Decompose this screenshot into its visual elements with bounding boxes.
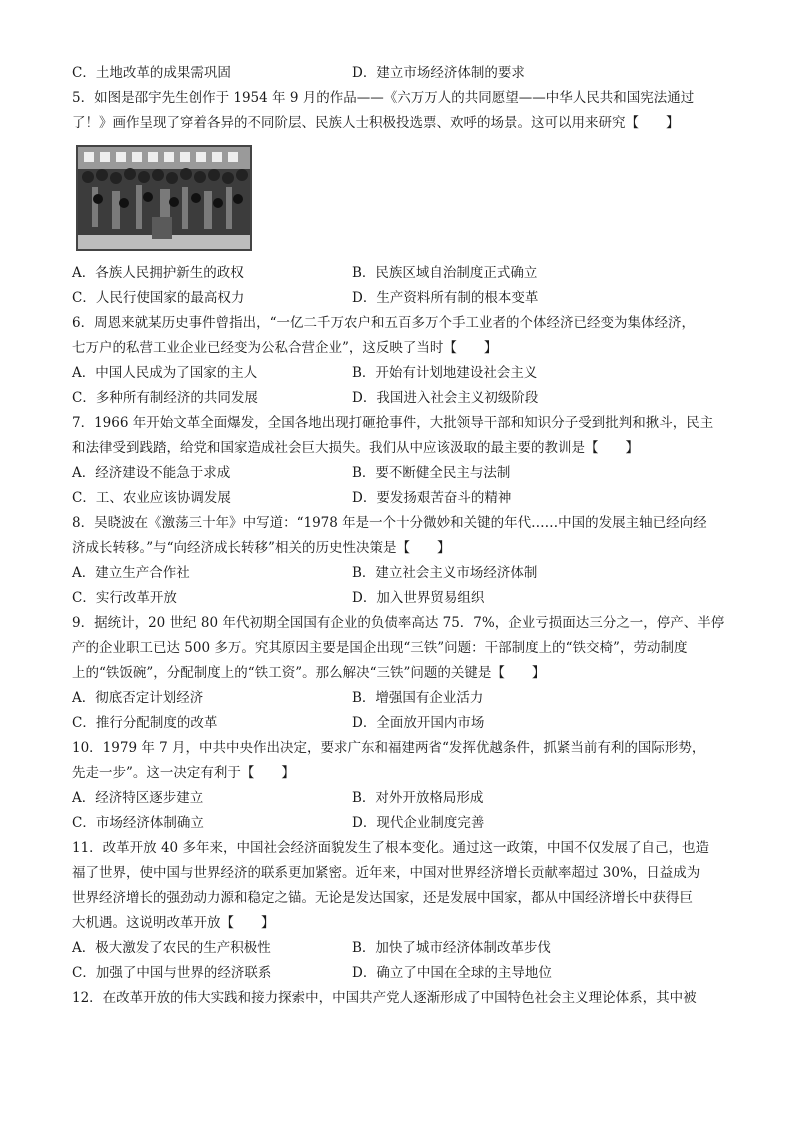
q8-option-b: B．建立社会主义市场经济体制 (352, 565, 538, 581)
q4-option-d: D．建立市场经济体制的要求 (352, 65, 525, 81)
q11-stem-line2: 福了世界，使中国与世界经济的联系更加紧密。近年来，中国对世界经济增长贡献率超过 30%，日益成为 (72, 865, 701, 881)
q10-stem-line2: 先走一步”。这一决定有利于【 】 (72, 765, 295, 781)
q8-option-d: D．加入世界贸易组织 (352, 590, 485, 606)
q8-stem-line1: 8．吴晓波在《激荡三十年》中写道：“1978 年是一个十分微妙和关键的年代……中国的发展主轴已经向经 (72, 515, 707, 531)
q7-option-c: C．工、农业应该协调发展 (72, 490, 231, 506)
q5-option-c: C．人民行使国家的最高权力 (72, 290, 245, 306)
q8-option-a: A．建立生产合作社 (72, 565, 190, 581)
q11-option-a: A．极大激发了农民的生产积极性 (72, 940, 271, 956)
q11-option-b: B．加快了城市经济体制改革步伐 (352, 940, 551, 956)
q12-stem-line1: 12．在改革开放的伟大实践和接力探索中，中国共产党人逐渐形成了中国特色社会主义理论体系，其中被 (72, 990, 697, 1006)
q4-option-c: C．土地改革的成果需巩固 (72, 65, 231, 81)
q5-stem-line1: 5．如图是邵宇先生创作于 1954 年 9 月的作品——《六万万人的共同愿望——中华人民共和国宪法通过 (72, 90, 695, 106)
q10-option-b: B．对外开放格局形成 (352, 790, 484, 806)
q6-stem-line1: 6．周恩来就某历史事件曾指出，“一亿二千万农户和五百多万个手工业者的个体经济已经变为集体经济， (72, 315, 695, 331)
q10-option-d: D．现代企业制度完善 (352, 815, 485, 831)
q11-stem-line3: 世界经济增长的强劲动力源和稳定之锚。无论是发达国家，还是发展中国家，都从中国经济增长中获得巨 (72, 890, 693, 906)
q5-option-d: D．生产资料所有制的根本变革 (352, 290, 539, 306)
q5-stem-line2: 了！》画作呈现了穿着各异的不同阶层、民族人士积极投选票、欢呼的场景。这可以用来研究【 】 (72, 115, 680, 131)
q6-option-c: C．多种所有制经济的共同发展 (72, 390, 258, 406)
q7-option-b: B．要不断健全民主与法制 (352, 465, 511, 481)
q10-option-c: C．市场经济体制确立 (72, 815, 204, 831)
q6-option-d: D．我国进入社会主义初级阶段 (352, 390, 539, 406)
painting-image (76, 145, 252, 251)
q8-stem-line2: 济成长转移。”与“向经济成长转移”相关的历史性决策是【 】 (72, 540, 451, 556)
q8-option-c: C．实行改革开放 (72, 590, 177, 606)
q9-stem-line2: 产的企业职工已达 500 多万。究其原因主要是国企出现“三铁”问题：干部制度上的“铁交椅”，劳动制度 (72, 640, 688, 656)
q5-option-b: B．民族区域自治制度正式确立 (352, 265, 538, 281)
q10-option-a: A．经济特区逐步建立 (72, 790, 204, 806)
q6-option-b: B．开始有计划地建设社会主义 (352, 365, 538, 381)
q11-stem-line4: 大机遇。这说明改革开放【 】 (72, 915, 275, 931)
q9-option-c: C．推行分配制度的改革 (72, 715, 218, 731)
q7-option-d: D．要发扬艰苦奋斗的精神 (352, 490, 512, 506)
q11-stem-line1: 11．改革开放 40 多年来，中国社会经济面貌发生了根本变化。通过这一政策，中国不仅发展了自己，也造 (72, 840, 709, 856)
q7-stem-line1: 7．1966 年开始文革全面爆发，全国各地出现打砸抢事件，大批领导干部和知识分子受到批判和揪斗，民主 (72, 415, 714, 431)
q7-option-a: A．经济建设不能急于求成 (72, 465, 231, 481)
q5-option-a: A．各族人民拥护新生的政权 (72, 265, 244, 281)
q9-option-b: B．增强国有企业活力 (352, 690, 484, 706)
q11-option-d: D．确立了中国在全球的主导地位 (352, 965, 552, 981)
q7-stem-line2: 和法律受到践踏，给党和国家造成社会巨大损失。我们从中应该汲取的最主要的教训是【 】 (72, 440, 639, 456)
q9-option-a: A．彻底否定计划经济 (72, 690, 204, 706)
q9-option-d: D．全面放开国内市场 (352, 715, 485, 731)
q6-stem-line2: 七万户的私营工业企业已经变为公私合营企业”，这反映了当时【 】 (72, 340, 498, 356)
q9-stem-line1: 9．据统计，20 世纪 80 年代初期全国国有企业的负债率高达 75．7%，企业亏损面达三分之一，停产、半停 (72, 615, 725, 631)
q10-stem-line1: 10．1979 年 7 月，中共中央作出决定，要求广东和福建两省“发挥优越条件，抓紧当前有利的国际形势， (72, 740, 706, 756)
q11-option-c: C．加强了中国与世界的经济联系 (72, 965, 272, 981)
q9-stem-line3: 上的“铁饭碗”，分配制度上的“铁工资”。那么解决“三铁”问题的关键是【 】 (72, 665, 546, 681)
q6-option-a: A．中国人民成为了国家的主人 (72, 365, 258, 381)
